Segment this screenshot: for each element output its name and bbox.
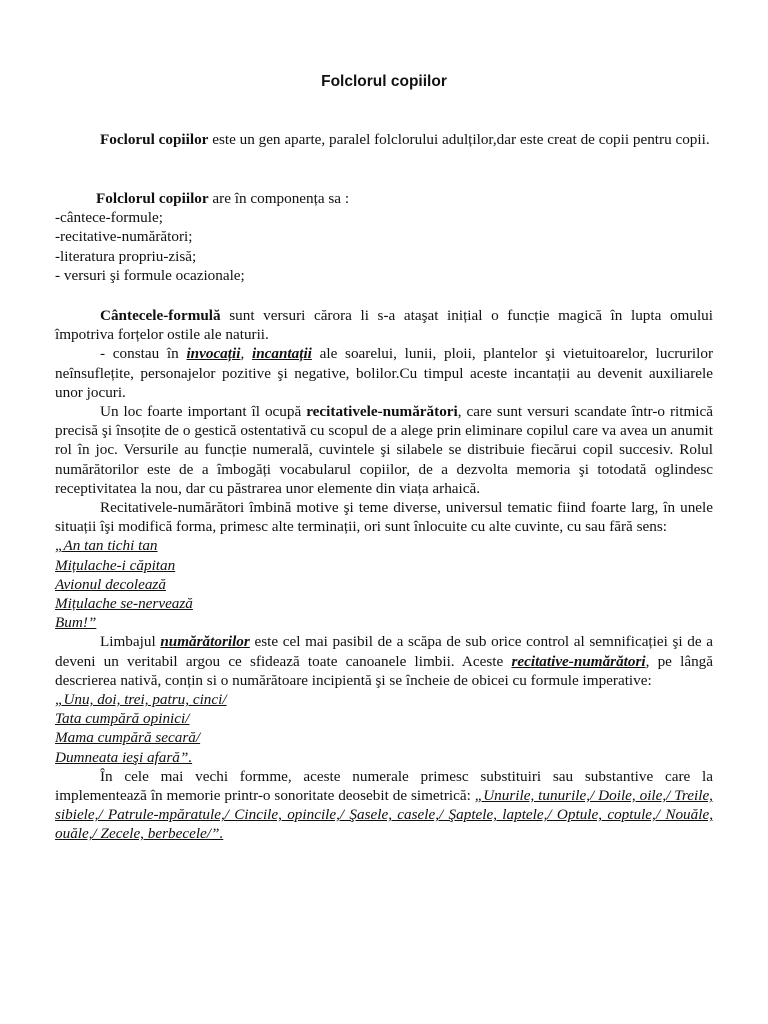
recitative-numaratori-term: recitative-numărători: [511, 652, 646, 670]
incantatii-sep: ,: [240, 345, 252, 363]
numerale-text: În cele mai vechi formme, aceste numerale primesc substituiri sau substantive care la implementează în memorie printr-o sonoritate deosebit de simetrică:: [55, 767, 713, 805]
component-item: -recitative-numărători;: [55, 228, 193, 246]
verse-line: „Unu, doi, trei, patru, cinci/: [55, 691, 227, 709]
components-text: are în componența sa :: [208, 190, 350, 207]
component-item: -literatura propriu-zisă;: [55, 247, 197, 265]
paragraph-cantece: [55, 306, 713, 344]
recitative-start: Un loc foarte important îl ocupă: [100, 403, 307, 421]
limbaj-start: Limbajul: [100, 633, 161, 651]
limbaj-mid: este cel mai pasibil de a scăpa de sub orice control al semnificației şi de a deveni un veritabil argou ce sfidează toate canoanele limbii. Aceste: [55, 633, 713, 670]
verse-line: Mițulache-i căpitan: [55, 556, 176, 574]
recitative-term: recitativele-numărători: [306, 403, 458, 421]
verse-line: Bum!”: [55, 614, 97, 632]
component-item: - versuri şi formule ocazionale;: [55, 266, 245, 284]
numaratori-term: numărătorilor: [160, 633, 250, 651]
page-title: Folclorul copiilor: [321, 73, 447, 90]
component-item: -cântece-formule;: [55, 209, 163, 227]
verse-line: Tata cumpără opinici/: [55, 710, 190, 728]
verse-line: Mama cumpără secară/: [55, 729, 201, 747]
paragraph-motive: Recitativele-numărători îmbină motive şi teme diverse, universul tematic fiind foarte larg, în unele situații îşi modifică forma, primesc alte terminații, ori sunt înlocuite cu alte cuvinte, cu sau fără sens:: [55, 499, 713, 536]
incantatii-text: ale soarelui, lunii, ploii, plantelor şi vietuitoarelor, lucrurilor neînsuflețite, personajelor pozitive şi negative, bolilor.Cu timpul aceste incantații au devenit auxiliarele unor jocuri.: [55, 345, 714, 401]
recitative-text: , care sunt versuri scandate într-o ritmică precisă şi însoțite de o gestică ostentativă cu scopul de a alege prin eliminare copilul care va avea un anumit rol în joc. Versurile au funcție numerală, cuvintele şi silabele se distribuie fiecărui copil succesiv. Rolul numărătorilor este de a îmbogăți vocabularul copiilor, de a dezvolta memoria şi totodată oglindesc receptivitatea la nou, dar cu păstrarea unor elemente din viața arhaică.: [55, 403, 713, 497]
invocatii-term: invocații: [186, 345, 241, 363]
limbaj-text: , pe lângă descrierea nativă, conțin si o numărătoare incipientă şi se încheie de obicei cu formule imperative:: [55, 652, 713, 689]
document-page: [55, 0, 713, 1024]
paragraph-incantatii: [55, 344, 713, 402]
paragraph-limbaj: [55, 632, 713, 690]
verse-line: „An tan tichi tan: [55, 537, 158, 555]
cantece-term: Cântecele-formulă: [100, 307, 221, 324]
cantece-text: sunt versuri cărora li s-a ataşat inițial o funcție magică în lupta omului împotriva forțelor ostile ale naturii.: [55, 307, 713, 344]
paragraph-numerale: [55, 767, 713, 844]
verse-unu-doi: [55, 690, 713, 767]
intro-term: Foclorul copiilor: [100, 131, 209, 148]
main-body: [55, 306, 713, 844]
verse-line: Avionul decolează: [55, 575, 166, 593]
incantatii-term: incantații: [251, 345, 312, 363]
intro-text: este un gen aparte, paralel folclorului adulților,dar este creat de copii pentru copii.: [208, 131, 710, 148]
verse-unurile: „Unurile, tunurile,/ Doile, oile,/ Treile, sibiele,/ Patrule-mpăratule,/ Cincile, opincile,/ Şasele, casele,/ Şaptele, laptele,/ Optule, coptule,/ Nouăle, ouăle,/ Zecele, berbecele/”.: [55, 787, 713, 843]
paragraph-recitative: [55, 402, 713, 498]
components-term: Folclorul copiilor: [96, 190, 209, 207]
verse-an-tan: [55, 536, 713, 632]
components-section: [55, 189, 713, 285]
verse-line: Dumneata ieşi afară”.: [55, 748, 193, 766]
components-heading: [55, 189, 713, 208]
incantatii-start: - constau în: [100, 345, 187, 363]
paragraph-intro: [55, 130, 713, 149]
verse-line: Mițulache se-nervează: [55, 595, 193, 613]
